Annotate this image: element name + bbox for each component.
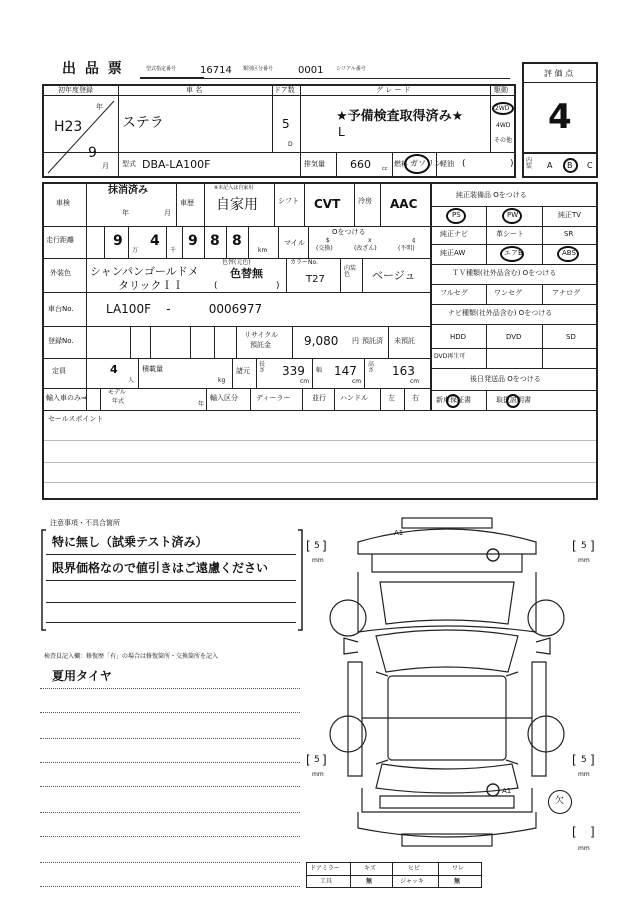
shift-label: シフト — [278, 197, 299, 205]
insp-rule-5 — [40, 786, 300, 787]
mark-rear: A1 — [502, 787, 512, 795]
width-value: 147 — [334, 364, 357, 378]
eq-navi: 純正ナビ — [440, 230, 468, 238]
interior-a: A — [547, 161, 553, 170]
tv-oneseg: ワンセグ — [494, 289, 522, 297]
import-label: 輸入車のみ⇒ — [46, 394, 87, 402]
nav-sd: SD — [566, 333, 576, 341]
acc-h-break: ワレ — [452, 865, 465, 872]
color-code-label: カラーNo. — [290, 259, 318, 266]
capacity-label: 定員 — [52, 367, 66, 375]
later-manual-circle — [506, 394, 520, 408]
height-cm: cm — [410, 378, 420, 385]
registration-label: 登録No. — [48, 337, 74, 345]
eq-pw-circle — [502, 208, 522, 224]
notes-rule-4 — [46, 622, 296, 623]
capacity-value: 4 — [110, 363, 118, 376]
later-manual: 取扱説明書 — [496, 396, 531, 404]
mileage-opt2: (改ざん) — [354, 245, 377, 252]
insp-rule-2 — [40, 712, 300, 713]
reg-col-d — [214, 326, 215, 358]
imp-col-a — [100, 388, 101, 410]
reg-col-b — [150, 326, 151, 358]
nav-title: ナビ種類(社外品含む) Oをつける — [448, 309, 553, 317]
hei-label: 高さ — [368, 361, 375, 374]
category-value: 0001 — [298, 65, 324, 76]
later-warranty-circle — [446, 394, 460, 408]
later-title: 後日発送品 Oをつける — [470, 375, 541, 383]
color-label: 外装色 — [50, 269, 71, 277]
spare-bracket-l: [ — [572, 825, 577, 839]
row-line-5 — [42, 358, 430, 359]
eq-abs: ABS — [562, 249, 576, 257]
inspection-month: 月 — [164, 209, 171, 217]
import-right: 右 — [412, 394, 419, 402]
width-cm: cm — [352, 378, 362, 385]
acc-h-scratch: キズ — [364, 865, 376, 872]
fuel-value: ガソリン — [410, 159, 442, 168]
color-col — [286, 258, 287, 292]
imp-col-b — [206, 388, 207, 410]
mileage-d5: 8 — [232, 233, 242, 249]
ac-value: AAC — [390, 197, 418, 211]
exterior-line1: シャンパンゴールドメ — [90, 265, 199, 278]
insp-rule-3 — [40, 738, 300, 739]
import-handle: ハンドル — [340, 394, 368, 402]
later-warranty: 新車保証書 — [436, 396, 471, 404]
sp-line-1 — [44, 440, 596, 441]
tire-fl-mm: mm — [312, 557, 324, 564]
load-kg: kg — [218, 377, 226, 384]
acc-row-line — [306, 875, 482, 876]
door-sub: D — [288, 141, 293, 148]
eq-col-b2 — [542, 284, 543, 304]
interior-color: ベージュ — [372, 269, 416, 282]
insp-rule-7 — [40, 836, 300, 837]
year-label: 初年度登録 — [58, 86, 93, 94]
swap-value: 色替無 — [230, 267, 263, 280]
color-code: T27 — [306, 274, 325, 285]
mileage-d4: 8 — [210, 233, 220, 249]
interior-box — [522, 152, 598, 178]
label-col — [86, 182, 87, 410]
reg-col-c — [190, 326, 191, 358]
insp-rule-6 — [40, 812, 300, 813]
name-label: 車 名 — [186, 86, 203, 94]
inspection-label: 車検 — [56, 199, 70, 207]
reg-col-a — [130, 326, 131, 358]
notes-rule-2 — [46, 580, 296, 581]
cap-col-c — [256, 358, 257, 388]
fuel-col — [392, 152, 393, 178]
inspector-label: 検査員記入欄：修復歴「有」の場合は修復箇所・交換箇所を記入 — [44, 653, 219, 660]
history-label: 車歴 — [180, 199, 194, 207]
eq-line-9 — [430, 368, 598, 369]
disp-col — [336, 152, 337, 178]
month-value: 9 — [88, 145, 97, 161]
notes-rule-3 — [46, 602, 296, 603]
load-label: 積載量 — [142, 365, 163, 373]
tire-rl-bracket-r: ] — [322, 753, 327, 767]
m-col-d — [182, 226, 183, 258]
sp-line-3 — [44, 482, 596, 483]
eq-airbag: エアB — [504, 249, 523, 257]
header-underline — [140, 78, 510, 79]
eq-aw: 純正AW — [440, 249, 466, 257]
tire-fl: 5 — [314, 541, 320, 551]
recycle-label-1: リサイクル — [244, 331, 279, 339]
acc-jack-value: 無 — [454, 878, 461, 885]
eq-col-a2 — [486, 284, 487, 304]
insp-rule-8 — [40, 862, 300, 863]
acc-jack-label: ジャッキ — [400, 878, 424, 885]
tire-rl-mm: mm — [312, 771, 324, 778]
dvd-play: DVD再生可 — [434, 353, 466, 360]
eq-line-6 — [430, 304, 598, 305]
len-label: 長さ — [259, 361, 266, 374]
mileage-label: 走行距離 — [46, 236, 74, 244]
import-div-label: 輸入区分 — [210, 394, 238, 402]
month-unit: 月 — [102, 162, 109, 170]
imp-col-d — [302, 388, 303, 410]
shift-value: CVT — [314, 197, 341, 211]
exterior-line2: タリックＩＩ — [118, 279, 184, 292]
fuel-circle — [404, 154, 430, 174]
eq-tv: 純正TV — [558, 211, 582, 219]
m-col-i — [308, 226, 309, 258]
cap-col-b — [232, 358, 233, 388]
length-cm: cm — [300, 378, 310, 385]
tire-rr-bracket-r: ] — [590, 753, 595, 767]
tire-fr: 5 — [581, 541, 587, 551]
car-damage-diagram — [318, 512, 576, 856]
ins-col — [176, 182, 177, 226]
diesel-label: 軽油 — [440, 160, 454, 168]
imp-col-c — [250, 388, 251, 410]
tire-rr: 5 — [581, 755, 587, 765]
eq-line-4 — [430, 264, 598, 265]
mileage-opt2-sym: x — [368, 237, 372, 244]
type-col — [118, 152, 119, 178]
acc-col-2 — [392, 862, 393, 888]
hist-col — [204, 182, 205, 226]
m-col-f — [226, 226, 227, 258]
acc-h-mirror: ドアミラー — [310, 865, 340, 872]
displacement-label: 排気量 — [304, 160, 325, 168]
import-year-unit: 年 — [198, 401, 205, 408]
mileage-opt3-sym: ¢ — [412, 237, 416, 244]
acc-tools-value: 無 — [366, 878, 373, 885]
car-name: ステラ — [122, 115, 164, 131]
interior-label: 内装 — [526, 157, 533, 170]
eq-col-a1 — [486, 206, 487, 264]
spare-missing: 欠 — [555, 796, 565, 806]
displacement-value: 660 — [350, 158, 371, 171]
tire-rr-mm: mm — [578, 771, 590, 778]
history-value: 自家用 — [216, 197, 258, 213]
model-cert-label: 型式指定番号 — [146, 66, 177, 72]
imp-col-g — [404, 388, 405, 410]
drive-2wd: 2WD — [495, 105, 510, 112]
eq-col-a3 — [486, 324, 487, 368]
mileage-sen: 千 — [170, 247, 177, 254]
eq-line-1 — [430, 206, 598, 207]
import-dealer: ディーラー — [256, 394, 291, 402]
spare-bracket-r: ] — [590, 825, 595, 839]
mileage-opt1-sym: $ — [326, 237, 330, 244]
model-year-2: 年式 — [112, 398, 125, 405]
tire-fr-bracket-r: ] — [590, 539, 595, 553]
import-left: 左 — [388, 394, 395, 402]
tire-rl-bracket-l: [ — [306, 753, 311, 767]
imp-col-e — [334, 388, 335, 410]
eq-line-8 — [430, 348, 598, 349]
eq-sr: SR — [564, 230, 574, 238]
cap-col-e — [364, 358, 365, 388]
diesel-col — [436, 152, 437, 178]
reg-col-f — [292, 326, 293, 358]
year-unit: 年 — [96, 103, 103, 111]
chassis-value: LA100F - 0006977 — [106, 302, 263, 316]
swap-label: 色替(元色) — [222, 259, 251, 266]
acc-col-3 — [438, 862, 439, 888]
tire-fl-bracket-r: ] — [322, 539, 327, 553]
eq-pw: PW — [507, 211, 519, 219]
imp-col-f — [380, 388, 381, 410]
cc-unit: cc — [382, 166, 388, 172]
mileage-d2: 4 — [150, 233, 160, 249]
length-value: 339 — [282, 364, 305, 378]
row-line-7 — [42, 410, 598, 411]
inspector-line1: 夏用タイヤ — [52, 669, 112, 683]
insp-rule-9 — [40, 886, 300, 887]
nav-dvd: DVD — [506, 333, 522, 341]
eq-airbag-circle — [500, 246, 524, 262]
height-value: 163 — [392, 364, 415, 378]
insp-rule-4 — [40, 762, 300, 763]
serial-label: シリアル番号 — [336, 66, 366, 72]
eq-line-3 — [430, 244, 598, 245]
detail-split — [430, 182, 432, 410]
mileage-opt1: (交換) — [316, 245, 333, 252]
history-note: ※未記入は自家用 — [214, 185, 254, 191]
drive-4wd: 4WD — [496, 122, 511, 129]
eq-line-5 — [430, 284, 598, 285]
year-value: H23 — [54, 119, 83, 135]
tire-fl-bracket-l: [ — [306, 539, 311, 553]
recycle-undeposited: 未預託 — [394, 337, 415, 345]
car-col-3 — [300, 84, 301, 178]
category-label: 類別区分番号 — [243, 66, 274, 72]
mileage-km: km — [258, 247, 268, 254]
wid-label: 幅 — [316, 367, 323, 374]
model-year-1: モデル — [108, 389, 126, 396]
m-col-a — [104, 226, 105, 258]
model-cert-value: 16714 — [200, 65, 232, 76]
type-label: 型式 — [122, 160, 136, 168]
nav-hdd: HDD — [450, 333, 467, 341]
tv-title: ＴＶ種類(社外品含む) Oをつける — [452, 269, 557, 277]
tire-fr-mm: mm — [578, 557, 590, 564]
acc-col-1 — [350, 862, 351, 888]
eq-line-7 — [430, 324, 598, 325]
ac-val-col — [380, 182, 381, 226]
interior-c: C — [587, 161, 593, 170]
drive-label: 駆動 — [494, 86, 508, 94]
eq-abs-circle — [557, 246, 579, 262]
door-value: 5 — [282, 117, 290, 131]
fuel-paren-l: ( — [462, 159, 466, 169]
grade-label: グ レ ー ド — [376, 86, 411, 94]
interior-color-label: 内装色 — [344, 265, 357, 278]
insp-rule-1 — [40, 688, 300, 689]
row-line-3 — [42, 292, 430, 293]
tire-rr-bracket-l: [ — [572, 753, 577, 767]
cap-col-d — [312, 358, 313, 388]
m-col-e — [204, 226, 205, 258]
mileage-mile: マイル — [284, 239, 305, 247]
acc-h-crack: ヒビ — [408, 865, 421, 872]
equipment-title: 純正装備品 Oをつける — [456, 191, 527, 199]
eq-ps: PS — [452, 211, 461, 219]
import-parallel: 並行 — [312, 394, 326, 402]
eq-col-a4 — [486, 390, 487, 410]
rating-divider — [522, 82, 598, 83]
grade-line2: L — [338, 125, 345, 139]
eq-col-b1 — [542, 206, 543, 264]
notes-label: 注意事項・不具合箇所 — [50, 519, 120, 527]
mileage-opt3: (不明) — [398, 245, 415, 252]
car-table-header-line — [42, 95, 516, 96]
eq-ps-circle — [446, 208, 466, 224]
capacity-unit: 人 — [128, 377, 135, 384]
sp-line-2 — [44, 462, 596, 463]
mileage-d3: 9 — [188, 233, 198, 249]
fuel-label: 燃料 — [394, 160, 408, 168]
grade-line1: ★予備検査取得済み★ — [336, 109, 464, 124]
recycle-yen: 円 — [352, 337, 359, 345]
mileage-d1: 9 — [113, 233, 123, 249]
type-value: DBA-LA100F — [142, 158, 211, 171]
reg-col-g — [388, 326, 389, 358]
eq-leather: 革シート — [496, 230, 524, 238]
swap-paren-l: ( — [214, 281, 218, 291]
form-title: 出 品 票 — [62, 61, 124, 77]
drive-circle — [492, 102, 514, 115]
chassis-label: 車台No. — [48, 305, 74, 313]
acc-tools-label: 工具 — [320, 878, 333, 885]
rating-score: 4 — [548, 97, 572, 137]
eq-col-b3 — [542, 324, 543, 368]
drive-other: その他 — [494, 137, 513, 144]
inspection-year: 年 — [122, 209, 129, 217]
swap-paren-r: ) — [276, 281, 280, 291]
m-col-c — [166, 226, 167, 258]
ac-col — [354, 182, 355, 226]
recycle-label-2: 預託金 — [250, 341, 271, 349]
tv-fullseg: フルセグ — [440, 289, 468, 297]
notes-rule-1 — [46, 554, 296, 555]
mileage-circle-note: Oをつける — [332, 228, 366, 236]
shift-col — [274, 182, 275, 226]
cap-col-a — [138, 358, 139, 388]
m-col-h — [278, 226, 279, 258]
inspection-value: 抹消済み — [108, 185, 148, 196]
tire-fr-bracket-l: [ — [572, 539, 577, 553]
m-col-b — [128, 226, 129, 258]
eq-line-2 — [430, 226, 598, 227]
rating-label: 評 価 点 — [544, 69, 574, 78]
shift-val-col — [304, 182, 305, 226]
door-label: ドア数 — [274, 86, 295, 94]
car-col-4 — [490, 84, 491, 152]
interior-b: B — [567, 161, 573, 170]
spare-mm: mm — [578, 845, 590, 852]
notes-line2: 限界価格なので値引きはご遠慮ください — [52, 561, 269, 575]
row-line-1 — [42, 226, 430, 227]
intcol-val-col — [362, 258, 363, 292]
fuel-paren-r: ) — [510, 159, 514, 169]
mark-front: A1 — [394, 529, 404, 537]
tire-rl: 5 — [314, 755, 320, 765]
dims-label: 諸元 — [236, 367, 250, 375]
car-col-2 — [272, 84, 273, 152]
tv-analog: アナログ — [552, 289, 580, 297]
ac-label: 冷房 — [358, 197, 372, 205]
intcol-col — [340, 258, 341, 292]
recycle-deposited: 預託済 — [362, 337, 383, 345]
sales-point-label: セールスポイント — [48, 415, 104, 423]
mileage-man: 万 — [132, 247, 139, 254]
m-col-g — [248, 226, 249, 258]
notes-line1: 特に無し（試乗テスト済み） — [52, 535, 208, 549]
recycle-value: 9,080 — [304, 334, 339, 348]
eq-line-10 — [430, 390, 598, 391]
reg-col-e — [236, 326, 237, 358]
